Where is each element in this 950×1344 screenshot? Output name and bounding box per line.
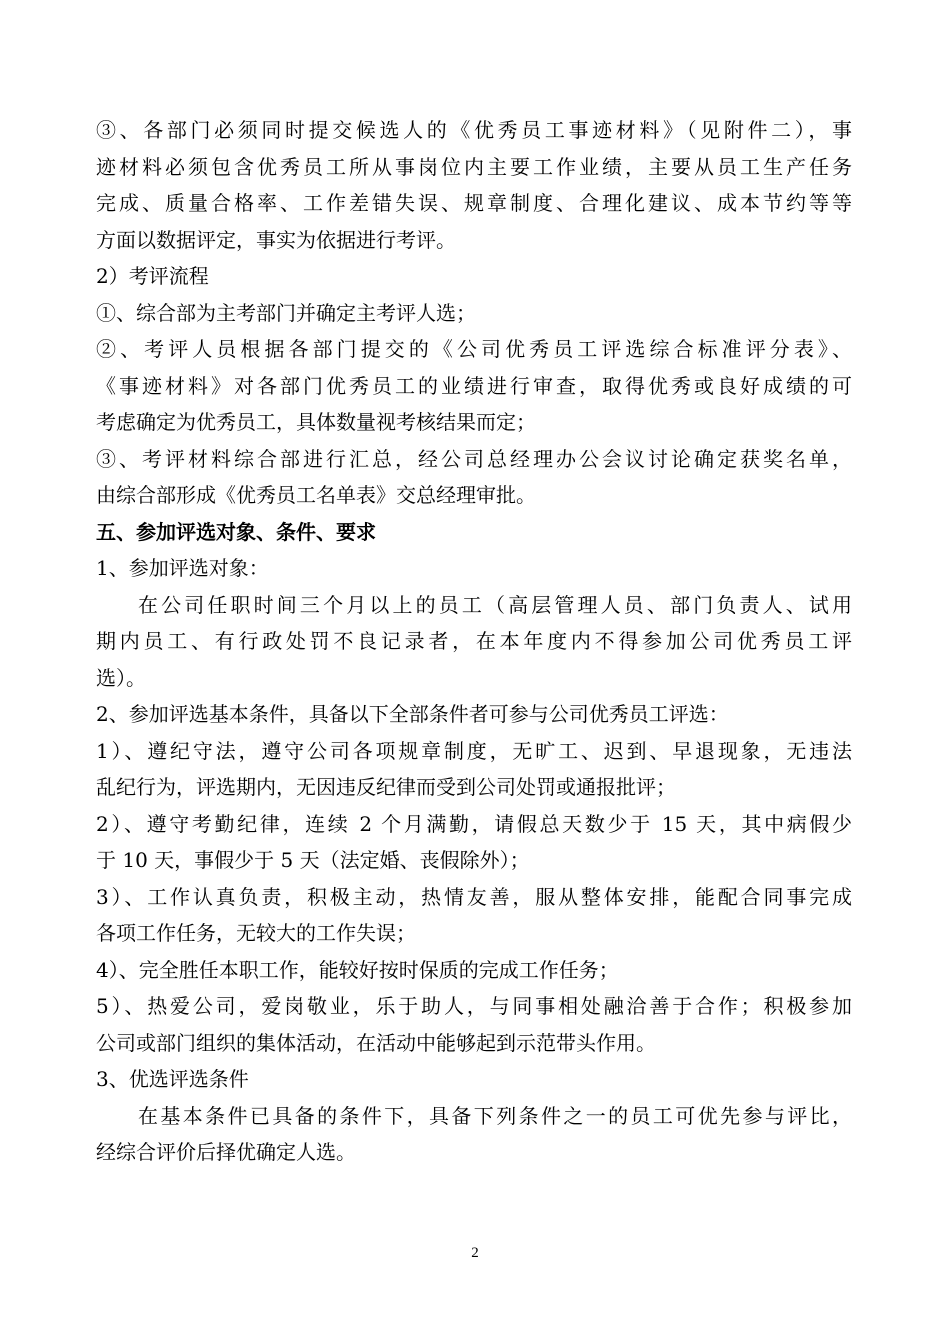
text-line: 选）。 xyxy=(96,665,146,690)
text-line: 在基本条件已具备的条件下，具备下列条件之一的员工可优先参与评比， xyxy=(138,1103,852,1128)
paragraph xyxy=(96,295,852,332)
paragraph xyxy=(96,952,852,989)
text-line: 5）、热爱公司，爱岗敬业，乐于助人，与同事相处融洽善于合作；积极参加 xyxy=(96,994,852,1018)
paragraph xyxy=(96,696,852,733)
text-line: 五、参加评选对象、条件、要求 xyxy=(96,519,376,544)
text-line: 4）、完全胜任本职工作，能较好按时保质的完成工作任务； xyxy=(96,957,619,982)
paragraph xyxy=(96,112,852,258)
paragraph xyxy=(96,258,852,295)
text-line: ②、考评人员根据各部门提交的《公司优秀员工评选综合标准评分表》、 xyxy=(96,337,852,361)
text-line: 1）、遵纪守法，遵守公司各项规章制度，无旷工、迟到、早退现象，无违法 xyxy=(96,738,852,763)
text-line: 考虑确定为优秀员工，具体数量视考核结果而定； xyxy=(96,410,536,434)
text-line: 公司或部门组织的集体活动，在活动中能够起到示范带头作用。 xyxy=(96,1030,656,1055)
paragraph xyxy=(96,806,852,879)
text-line: ①、综合部为主考部门并确定主考评人选； xyxy=(96,300,476,325)
text-line: 于 10 天，事假少于 5 天（法定婚、丧假除外）； xyxy=(96,848,530,872)
paragraph xyxy=(96,1061,852,1098)
paragraph xyxy=(96,1098,852,1171)
page-number: 2 xyxy=(471,1245,479,1261)
text-line: ③、考评材料综合部进行汇总，经公司总经理办公会议讨论确定获奖名单， xyxy=(96,446,852,471)
paragraph xyxy=(96,331,852,441)
section-heading xyxy=(96,514,852,551)
text-line: 各项工作任务，无较大的工作失误； xyxy=(96,921,416,945)
document-body xyxy=(96,112,852,1171)
paragraph xyxy=(96,550,852,587)
text-line: 1、参加评选对象： xyxy=(96,556,269,580)
text-line: 2、参加评选基本条件，具备以下全部条件者可参与公司优秀员工评选： xyxy=(96,702,729,726)
text-line: ③、各部门必须同时提交候选人的《优秀员工事迹材料》（见附件二），事 xyxy=(96,118,852,142)
text-line: 3、优选评选条件 xyxy=(96,1067,249,1091)
text-line: 2）考评流程 xyxy=(96,264,209,288)
text-line: 乱纪行为，评选期内，无因违反纪律而受到公司处罚或通报批评； xyxy=(96,775,676,799)
text-line: 3）、工作认真负责，积极主动，热情友善，服从整体安排，能配合同事完成 xyxy=(96,884,852,909)
text-line: 2）、遵守考勤纪律，连续 2 个月满勤，请假总天数少于 15 天，其中病假少 xyxy=(96,811,852,836)
paragraph xyxy=(96,587,852,697)
text-line: 《事迹材料》对各部门优秀员工的业绩进行审查，取得优秀或良好成绩的可 xyxy=(96,373,852,398)
text-line: 经综合评价后择优确定人选。 xyxy=(96,1140,356,1164)
text-line: 方面以数据评定，事实为依据进行考评。 xyxy=(96,227,456,252)
paragraph xyxy=(96,879,852,952)
text-line: 期内员工、有行政处罚不良记录者，在本年度内不得参加公司优秀员工评 xyxy=(96,629,852,653)
text-line: 由综合部形成《优秀员工名单表》交总经理审批。 xyxy=(96,483,536,507)
paragraph xyxy=(96,733,852,806)
text-line: 在公司任职时间三个月以上的员工（高层管理人员、部门负责人、试用 xyxy=(138,592,852,617)
paragraph xyxy=(96,988,852,1061)
text-line: 完成、质量合格率、工作差错失误、规章制度、合理化建议、成本节约等等 xyxy=(96,191,852,215)
paragraph xyxy=(96,441,852,514)
text-line: 迹材料必须包含优秀员工所从事岗位内主要工作业绩，主要从员工生产任务 xyxy=(96,154,852,179)
